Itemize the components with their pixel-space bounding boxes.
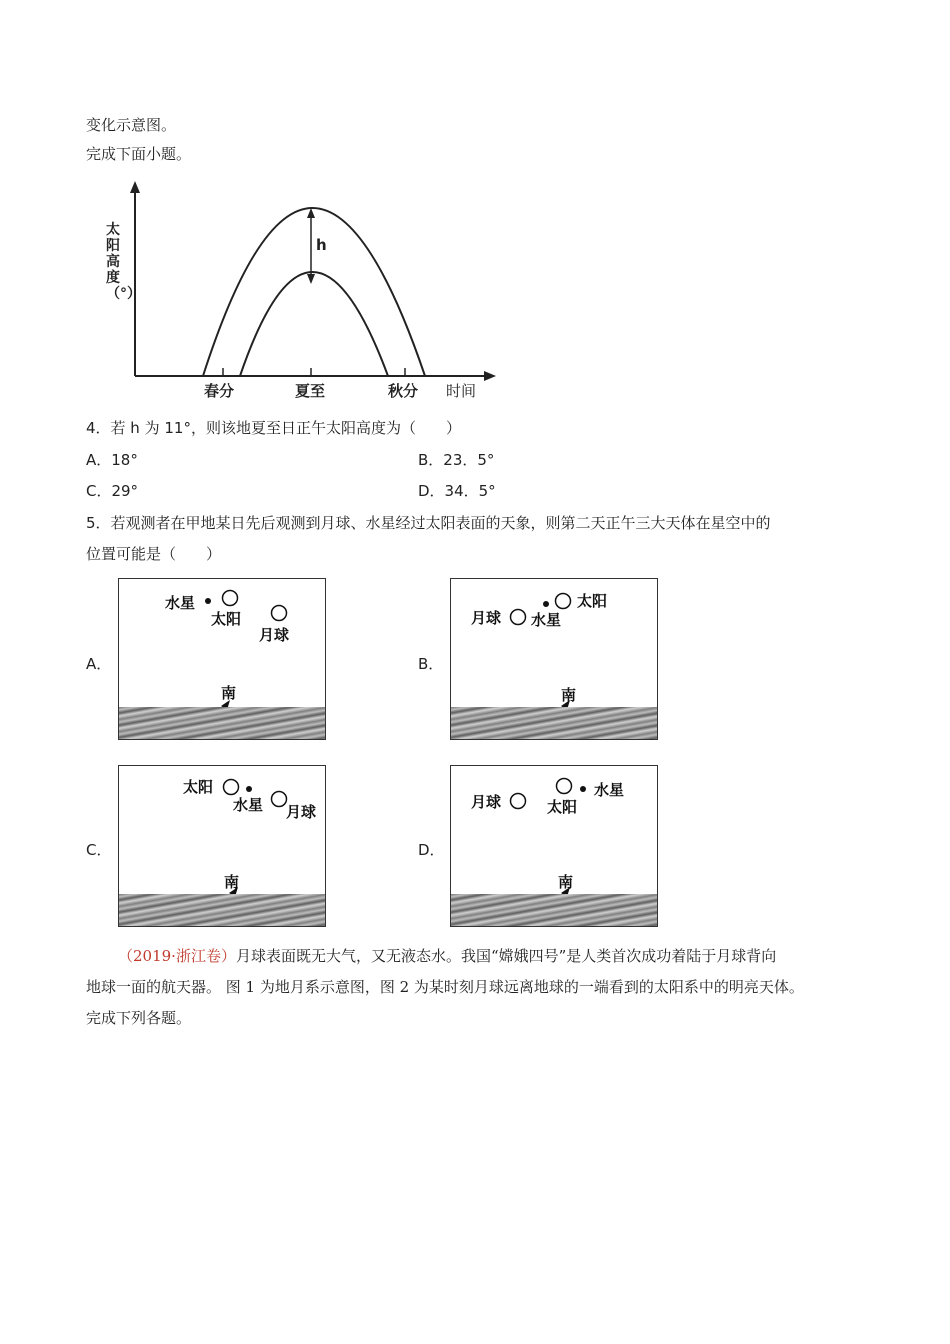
mercury-label: 水星 xyxy=(531,611,562,629)
next-section-line-1 xyxy=(118,946,776,966)
next-section-line-3: 完成下列各题。 xyxy=(86,1009,192,1027)
ground-terrain xyxy=(119,894,325,926)
sun-label: 太阳 xyxy=(547,798,578,816)
ground-terrain xyxy=(451,707,657,739)
sun-label: 太阳 xyxy=(183,778,214,796)
mercury-dot xyxy=(543,601,549,607)
mercury-label: 水星 xyxy=(594,781,625,799)
sun-label: 太阳 xyxy=(577,592,608,610)
q4-option-a[interactable]: A．18° xyxy=(86,451,138,469)
q5-option-a-letter[interactable]: A． xyxy=(86,655,112,673)
intro-line-1: 变化示意图。 xyxy=(86,116,177,134)
q4-option-d[interactable]: D．34．5° xyxy=(418,482,496,500)
h-arrow-bottom xyxy=(307,274,315,284)
x-axis-label: 时间 xyxy=(446,382,477,400)
mercury-dot xyxy=(580,786,586,792)
south-label: 南 xyxy=(224,873,240,891)
q5-option-b-panel[interactable] xyxy=(450,578,658,740)
q4-stem: 4．若 h 为 11°，则该地夏至日正午太阳高度为（ ） xyxy=(86,419,461,437)
y-axis-arrow xyxy=(130,181,140,193)
ground-terrain xyxy=(119,707,325,739)
sun-circle xyxy=(224,780,239,795)
moon-circle xyxy=(511,794,526,809)
mercury-dot xyxy=(205,598,211,604)
ground-terrain xyxy=(451,894,657,926)
h-label: h xyxy=(316,236,327,254)
q5-option-c-panel[interactable] xyxy=(118,765,326,927)
mercury-dot xyxy=(246,786,252,792)
source-tag: （2019·浙江卷） xyxy=(118,947,236,965)
x-axis-arrow xyxy=(484,371,496,381)
q5-stem-line-1: 5．若观测者在甲地某日先后观测到月球、水星经过太阳表面的天象，则第二天正午三大天体在星空中的 xyxy=(86,514,771,532)
q5-option-d-letter[interactable]: D． xyxy=(418,841,445,859)
sun-altitude-figure xyxy=(100,178,500,400)
y-axis-label: 太阳高度（°） xyxy=(106,222,141,302)
tick-label-spring: 春分 xyxy=(204,382,235,400)
intro-line-2: 完成下面小题。 xyxy=(86,145,192,163)
q4-option-b[interactable]: B．23．5° xyxy=(418,451,495,469)
moon-circle xyxy=(272,606,287,621)
q5-option-a-panel[interactable] xyxy=(118,578,326,740)
h-arrow-top xyxy=(307,208,315,218)
q5-option-b-letter[interactable]: B． xyxy=(418,655,444,673)
sun-circle xyxy=(557,779,572,794)
sun-label: 太阳 xyxy=(211,610,242,628)
moon-label: 月球 xyxy=(471,609,502,627)
q5-option-c-letter[interactable]: C． xyxy=(86,841,112,859)
moon-circle xyxy=(272,792,287,807)
next-section-line-2: 地球一面的航天器。 图 1 为地月系示意图，图 2 为某时刻月球远离地球的一端看到的太阳系中的明亮天体。 xyxy=(86,978,804,996)
moon-circle xyxy=(511,610,526,625)
mercury-label: 水星 xyxy=(233,796,264,814)
mercury-label: 水星 xyxy=(165,594,196,612)
q5-option-d-panel[interactable] xyxy=(450,765,658,927)
south-label: 南 xyxy=(221,684,237,702)
south-label: 南 xyxy=(561,686,577,704)
next-section-line-1-text: 月球表面既无大气，又无液态水。我国“嫦娥四号”是人类首次成功着陆于月球背向 xyxy=(235,947,777,965)
inner-curve xyxy=(240,272,388,376)
q5-stem-line-2: 位置可能是（ ） xyxy=(86,545,222,563)
sun-circle xyxy=(223,591,238,606)
moon-label: 月球 xyxy=(471,793,502,811)
outer-curve xyxy=(203,208,425,376)
q4-option-c[interactable]: C．29° xyxy=(86,482,139,500)
south-label: 南 xyxy=(558,873,574,891)
sun-circle xyxy=(556,594,571,609)
moon-label: 月球 xyxy=(259,626,290,644)
tick-label-summer: 夏至 xyxy=(295,382,326,400)
tick-label-autumn: 秋分 xyxy=(388,382,419,400)
moon-label: 月球 xyxy=(286,803,317,821)
